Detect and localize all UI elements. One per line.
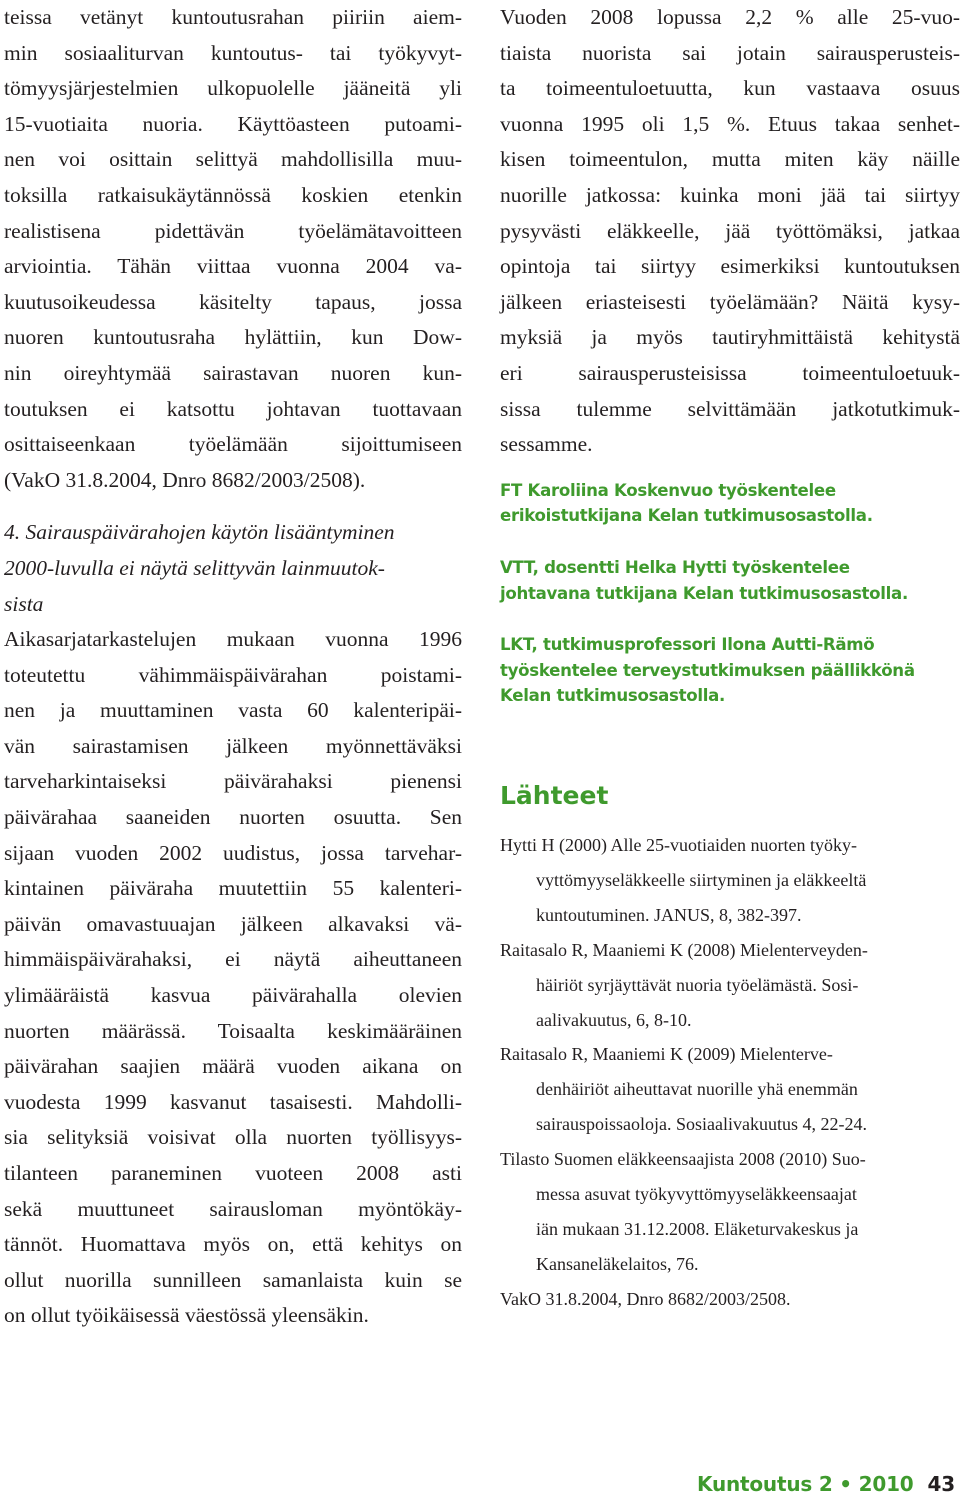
page-footer (697, 1472, 955, 1496)
text-line: Aikasarjatarkastelujen mukaan vuonna 1996 (4, 627, 462, 652)
reference-line: VakO 31.8.2004, Dnro 8682/2003/2508. (500, 1288, 791, 1309)
body-paragraph-2 (4, 622, 462, 1334)
credit-line: työskentelee terveystutkimuksen päällikkönä (500, 660, 915, 680)
text-line: vuodesta 1999 kasvanut tasaisesti. Mahdolli- (4, 1089, 462, 1114)
text-line: päivärahan saajien määrä vuoden aikana on (4, 1054, 462, 1079)
text-line: jälkeen eriasteisesti työelämään? Näitä kysy- (500, 289, 960, 314)
author-credit (500, 478, 960, 529)
text-line: tarveharkintaiseksi päivärahaksi pienensi (4, 769, 462, 794)
body-paragraph-3 (500, 0, 960, 463)
text-line: myksiä ja myös tautiryhmittäistä kehitystä (500, 325, 960, 350)
text-line: kisen toimeentulon, mutta miten käy näille (500, 147, 960, 172)
reference-entry (500, 1142, 960, 1282)
heading-line: 4. Sairauspäivärahojen käytön lisääntyminen (4, 520, 395, 545)
reference-line: häiriöt syrjäyttävät nuoria työelämästä. Sosi- (536, 974, 859, 995)
author-credit (500, 555, 960, 606)
text-line: eri sairausperusteisissa toimeentuloetuuk- (500, 360, 960, 385)
text-line: nen voi osittain selittyä mahdollisilla muu- (4, 147, 462, 172)
text-line: päivän omavastuuajan jälkeen alkavaksi vä- (4, 911, 462, 936)
text-line: arviointia. Tähän viittaa vuonna 2004 va- (4, 254, 462, 279)
right-column (500, 0, 960, 735)
reference-line: Hytti H (2000) Alle 25-vuotiaiden nuorten työky- (500, 835, 857, 855)
reference-entry (500, 828, 960, 933)
text-line: osittaiseenkaan työelämään sijoittumiseen (4, 432, 462, 457)
credit-line: VTT, dosentti Helka Hytti työskentelee (500, 557, 850, 577)
text-line: sia selityksiä voisivat olla nuorten työllisyys- (4, 1125, 462, 1150)
reference-line: Raitasalo R, Maaniemi K (2009) Mielenterve- (500, 1044, 833, 1065)
reference-line: aalivakuutus, 6, 8-10. (536, 1009, 692, 1030)
text-line: min sosiaaliturvan kuntoutus- tai työkyvyt- (4, 40, 462, 65)
text-line: toteutettu vähimmäispäivärahan poistami- (4, 662, 462, 687)
text-line: vuonna 1995 oli 1,5 %. Etuus takaa senhet- (500, 111, 960, 136)
left-column (4, 0, 462, 1334)
reference-line: iän mukaan 31.12.2008. Eläketurvakeskus ja (536, 1218, 859, 1239)
publication-name: Kuntoutus 2 • 2010 (697, 1472, 914, 1496)
heading-line: sista (4, 591, 44, 616)
text-line: sessamme. (500, 432, 593, 457)
text-line: toutuksen ei katsottu johtavan tuottavaan (4, 396, 462, 421)
text-line: realistisena pidettävän työelämätavoitteen (4, 218, 462, 243)
text-line: nen ja muuttaminen vasta 60 kalenteripäi- (4, 698, 462, 723)
reference-entry (500, 1037, 960, 1142)
text-line: ollut nuorilla sunnilleen samanlaista kuin se (4, 1267, 462, 1292)
text-line: (VakO 31.8.2004, Dnro 8682/2003/2508). (4, 467, 366, 492)
text-line: kintainen päiväraha muutettiin 55 kalenteri- (4, 876, 462, 901)
credit-line: johtavana tutkijana Kelan tutkimusosastolla. (500, 583, 908, 603)
reference-line: messa asuvat työkyvyttömyyseläkkeensaajat (536, 1184, 857, 1205)
reference-line: Raitasalo R, Maaniemi K (2008) Mielenterveyden- (500, 939, 868, 960)
reference-line: kuntoutuminen. JANUS, 8, 382-397. (536, 904, 802, 925)
text-line: nuorten määrässä. Toisaalta keskimääräinen (4, 1018, 462, 1043)
reference-line: sairauspoissaoloja. Sosiaalivakuutus 4, 22-24. (536, 1114, 867, 1135)
credit-line: Kelan tutkimusosastolla. (500, 686, 726, 706)
references-list (500, 828, 960, 1317)
text-line: sekä muuttuneet sairausloman myöntökäy- (4, 1196, 462, 1221)
text-line: ta toimeentuloetuutta, kun vastaava osuus (500, 76, 960, 101)
text-line: sissa tulemme selvittämään jatkotutkimuk- (500, 396, 960, 421)
credit-line: FT Karoliina Koskenvuo työskentelee (500, 480, 836, 500)
author-credits (500, 478, 960, 709)
reference-line: vyttömyyseläkkeelle siirtyminen ja eläkkeeltä (536, 869, 867, 890)
text-line: nuorille jatkossa: kuinka moni jää tai siirtyy (500, 182, 960, 207)
text-line: opintoja tai siirtyy esimerkiksi kuntoutuksen (500, 254, 960, 279)
reference-line: Tilasto Suomen eläkkeensaajista 2008 (2010) Suo- (500, 1149, 866, 1170)
credit-line: erikoistutkijana Kelan tutkimusosastolla. (500, 506, 873, 526)
text-line: toksilla ratkaisukäytännössä koskien etenkin (4, 182, 462, 207)
text-line: tömyysjärjestelmien ulkopuolelle jääneitä yli (4, 76, 462, 101)
section-heading (4, 515, 462, 622)
page-number: 43 (927, 1472, 955, 1496)
text-line: pysyvästi eläkkeelle, jää työttömäksi, jatkaa (500, 218, 960, 243)
text-line: teissa vetänyt kuntoutusrahan piiriin aiem- (4, 5, 462, 29)
reference-line: Kansaneläkelaitos, 76. (536, 1253, 699, 1274)
text-line: 15-vuotiaita nuoria. Käyttöasteen putoami- (4, 111, 462, 136)
body-paragraph-1 (4, 0, 462, 498)
references-title: Lähteet (500, 781, 609, 810)
text-line: vän sairastamisen jälkeen myönnettäväksi (4, 733, 462, 758)
reference-entry (500, 1282, 960, 1317)
text-line: himmäispäivärahaksi, ei näytä aiheuttaneen (4, 947, 462, 972)
credit-line: LKT, tutkimusprofessori Ilona Autti-Rämö (500, 635, 875, 655)
text-line: tiaista nuorista sai jotain sairausperusteis- (500, 40, 960, 65)
reference-line: denhäiriöt aiheuttavat nuorille yhä enemmän (536, 1079, 858, 1100)
text-line: sijaan vuoden 2002 uudistus, jossa tarvehar- (4, 840, 462, 865)
text-line: nin oireyhtymää sairastavan nuoren kun- (4, 360, 462, 385)
reference-entry (500, 933, 960, 1038)
text-line: ylimääräistä kasvua päivärahalla olevien (4, 983, 462, 1008)
text-line: päivärahaa saaneiden nuorten osuutta. Sen (4, 805, 462, 830)
text-line: Vuoden 2008 lopussa 2,2 % alle 25-vuo- (500, 5, 960, 29)
text-line: kuutusoikeudessa käsitelty tapaus, jossa (4, 289, 462, 314)
heading-line: 2000-luvulla ei näytä selittyvän lainmuutok- (4, 555, 385, 580)
author-credit (500, 632, 960, 709)
text-line: nuoren kuntoutusraha hylättiin, kun Dow- (4, 325, 462, 350)
text-line: tännöt. Huomattava myös on, että kehitys on (4, 1232, 462, 1257)
text-line: on ollut työikäisessä väestössä yleensäkin. (4, 1303, 369, 1328)
text-line: tilanteen paraneminen vuoteen 2008 asti (4, 1161, 462, 1185)
